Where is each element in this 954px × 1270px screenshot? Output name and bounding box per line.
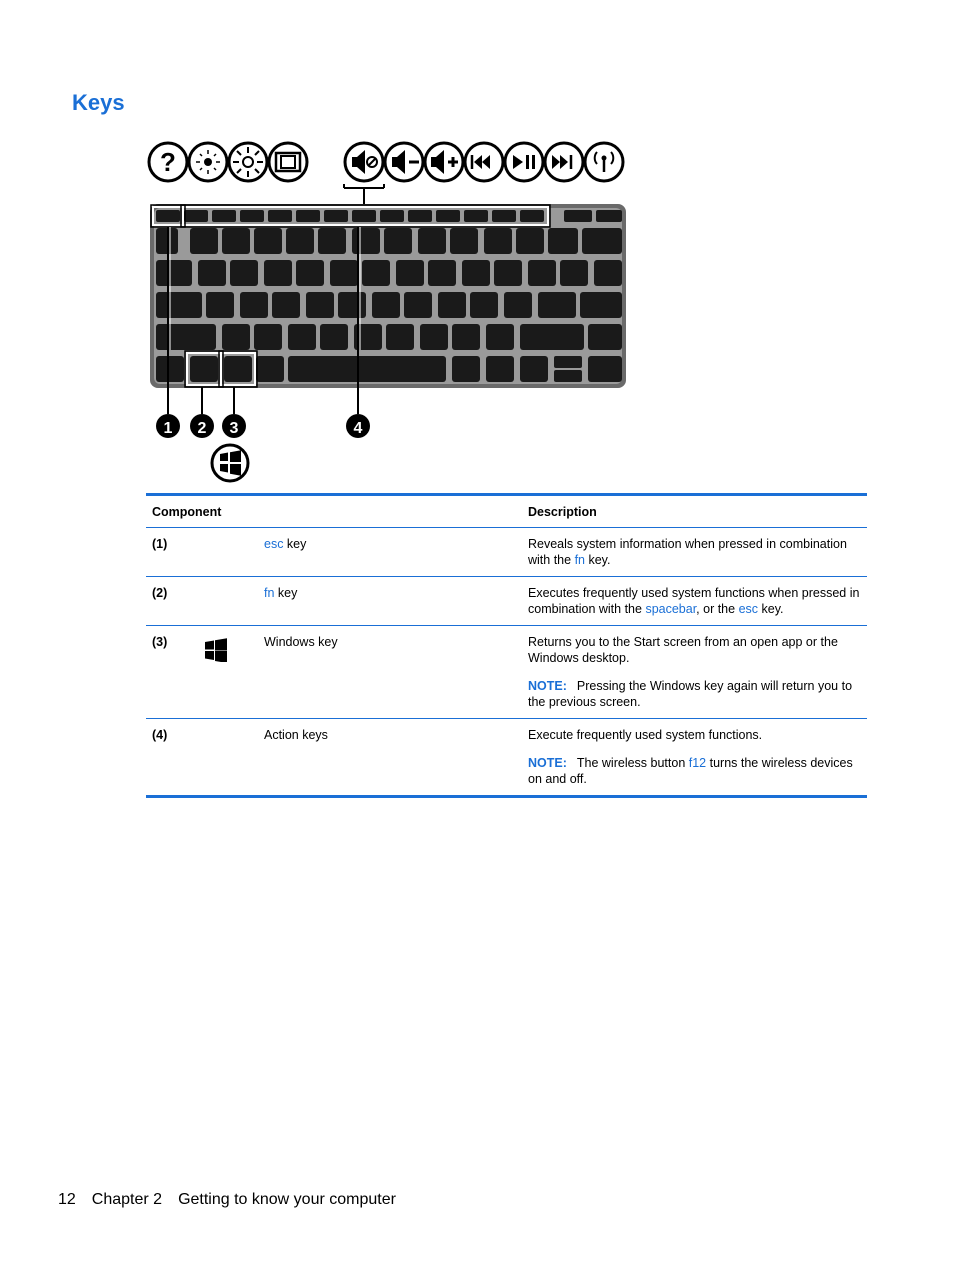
header-component: Component bbox=[146, 495, 522, 528]
previous-track-icon bbox=[465, 143, 503, 181]
callout-3 bbox=[222, 414, 246, 438]
component-name: Windows key bbox=[258, 626, 522, 719]
wireless-icon bbox=[585, 143, 623, 181]
callout-2 bbox=[190, 414, 214, 438]
next-track-icon bbox=[545, 143, 583, 181]
component-name: esc key bbox=[258, 528, 522, 577]
component-description: Execute frequently used system functions. NOTE: The wireless button f12 turns the wireless devices on and off. bbox=[522, 719, 867, 797]
table-row bbox=[146, 528, 867, 577]
spacebar-link[interactable]: spacebar bbox=[645, 602, 697, 616]
svg-text:1: 1 bbox=[163, 420, 173, 437]
svg-text:?: ? bbox=[160, 147, 176, 177]
brightness-down-icon bbox=[189, 143, 227, 181]
fn-link[interactable]: fn bbox=[574, 553, 585, 567]
mute-icon bbox=[345, 143, 383, 181]
page-number: 12 bbox=[58, 1191, 76, 1208]
fn-link[interactable]: fn bbox=[264, 586, 275, 600]
callout-4 bbox=[346, 414, 370, 438]
play-pause-icon bbox=[505, 143, 543, 181]
esc-link[interactable]: esc bbox=[264, 537, 284, 551]
help-icon bbox=[149, 143, 187, 181]
page-footer bbox=[58, 1191, 412, 1209]
keyboard-illustration bbox=[140, 136, 640, 486]
callout-1 bbox=[156, 414, 180, 438]
brightness-up-icon bbox=[229, 143, 267, 181]
windows-logo-icon bbox=[212, 445, 248, 481]
component-description: Returns you to the Start screen from an open app or the Windows desktop. NOTE: Pressing the Windows key again will return you to the previous screen. bbox=[522, 626, 867, 719]
table-row bbox=[146, 626, 867, 719]
note: NOTE: The wireless button f12 turns the wireless devices on and off. bbox=[528, 756, 853, 786]
table-row bbox=[146, 577, 867, 626]
svg-text:4: 4 bbox=[353, 420, 363, 437]
row-number: (3) bbox=[146, 626, 194, 719]
chapter-label: Chapter 2 bbox=[91, 1191, 163, 1208]
component-name: Action keys bbox=[264, 728, 328, 742]
svg-text:3: 3 bbox=[229, 420, 239, 437]
component-table bbox=[146, 493, 867, 798]
svg-text:2: 2 bbox=[197, 420, 207, 437]
volume-up-icon bbox=[425, 143, 463, 181]
esc-link[interactable]: esc bbox=[738, 602, 759, 616]
windows-logo-icon bbox=[204, 638, 228, 662]
component-description: Executes frequently used system functions when pressed in combination with the spacebar, or the esc key. bbox=[522, 577, 867, 626]
display-switch-icon bbox=[269, 143, 307, 181]
volume-down-icon bbox=[385, 143, 423, 181]
note-label: NOTE: bbox=[528, 679, 567, 693]
page-title: Keys bbox=[72, 90, 125, 115]
row-number: (2) bbox=[146, 577, 194, 626]
chapter-title: Getting to know your computer bbox=[178, 1191, 396, 1208]
action-icons-row bbox=[149, 143, 623, 181]
note: NOTE: Pressing the Windows key again will return you to the previous screen. bbox=[528, 679, 853, 709]
table-row bbox=[146, 719, 867, 797]
note-label: NOTE: bbox=[528, 756, 567, 770]
header-description: Description bbox=[522, 495, 867, 528]
component-description: Reveals system information when pressed in combination with the fn key. bbox=[522, 528, 867, 577]
f12-link[interactable]: f12 bbox=[688, 756, 707, 770]
row-number: (1) bbox=[146, 528, 194, 577]
row-number: (4) bbox=[152, 728, 168, 742]
component-name: fn key bbox=[258, 577, 522, 626]
